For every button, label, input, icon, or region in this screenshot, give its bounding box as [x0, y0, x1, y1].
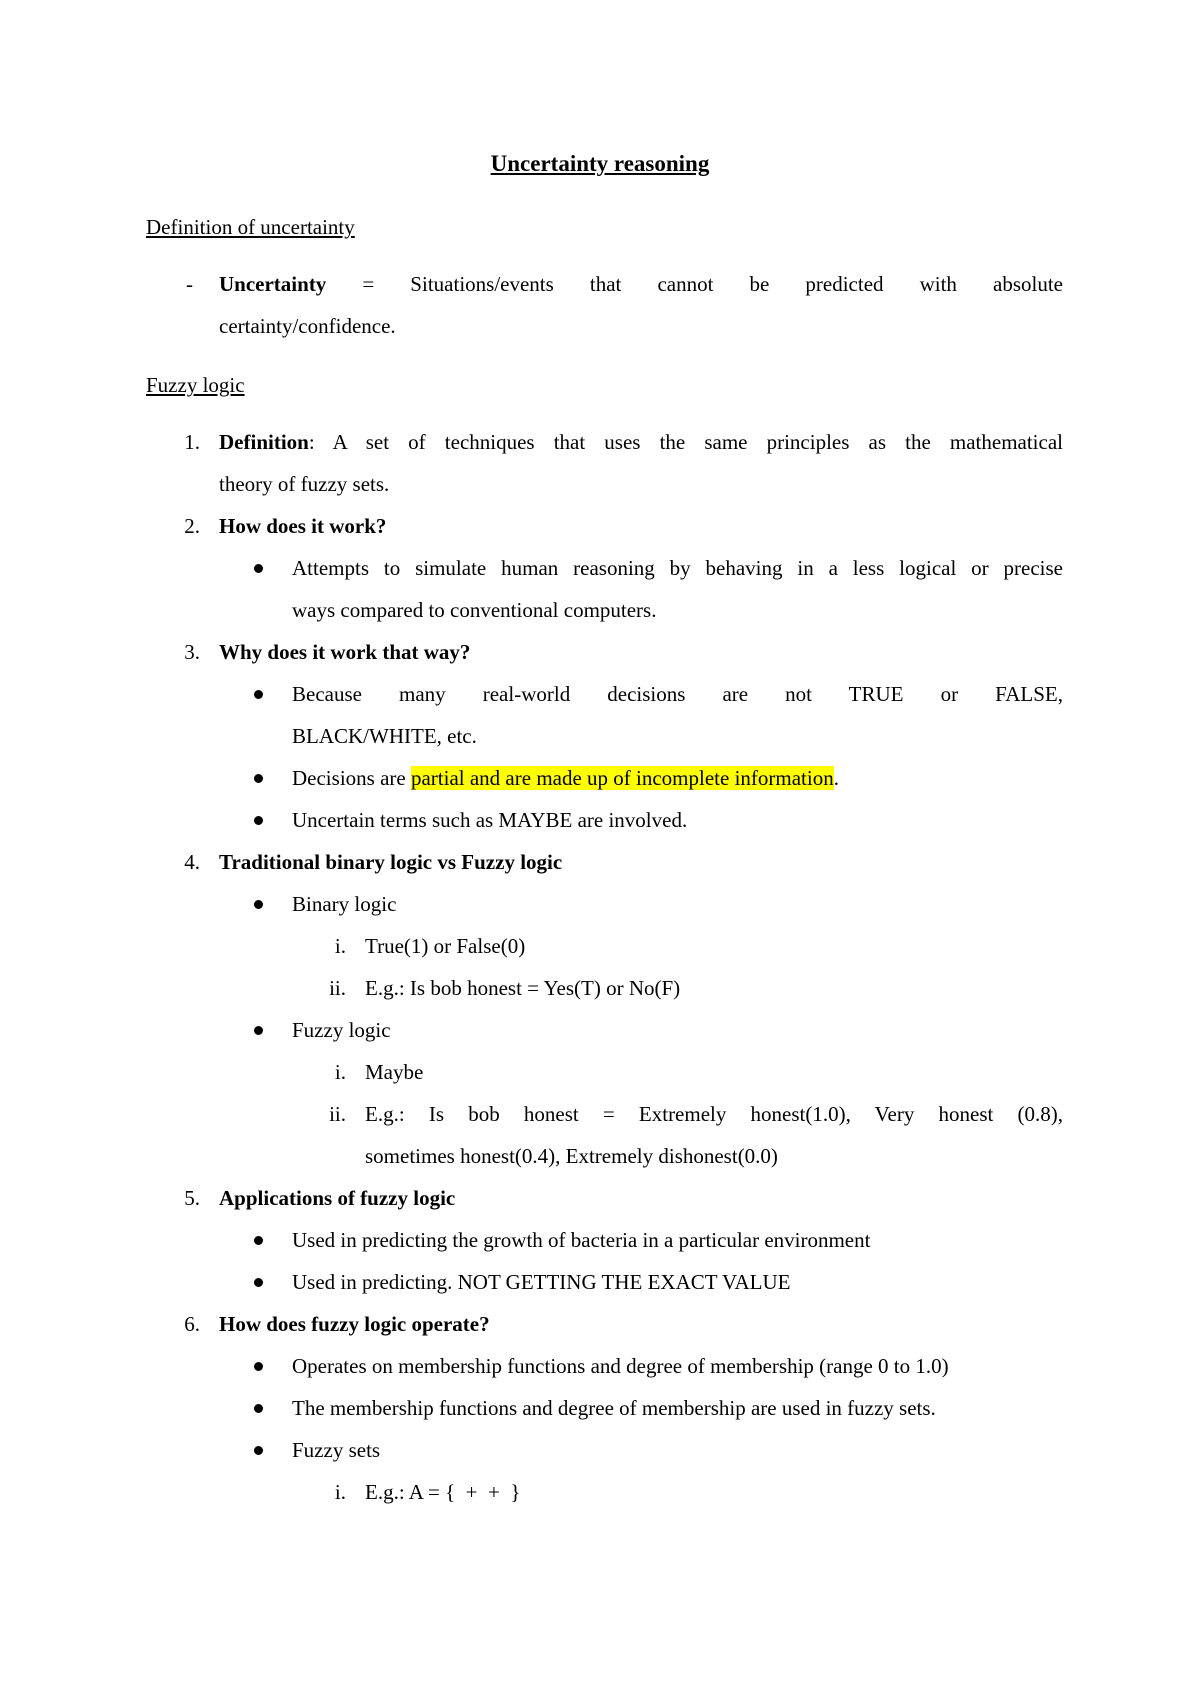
bullet-icon [254, 690, 263, 699]
sublist-text: E.g.: Is bob honest = Yes(T) or No(F) [365, 976, 681, 1000]
bullet-text-pre: Decisions are [292, 766, 411, 790]
bullet-icon [254, 1236, 263, 1245]
list-number: 2. [184, 514, 200, 538]
bullet-text: Uncertain terms such as MAYBE are involved. [292, 808, 688, 832]
item-heading: Why does it work that way? [219, 640, 471, 664]
bullet-text-post: . [833, 766, 839, 790]
sublist-number: i. [334, 934, 346, 958]
bullet-text: The membership functions and degree of membership are used in fuzzy sets. [292, 1396, 936, 1420]
sublist-text-continued: sometimes honest(0.4), Extremely dishonest(0.0) [365, 1144, 778, 1168]
item-text-continued: theory of fuzzy sets. [219, 472, 390, 496]
bullet-text [292, 757, 839, 799]
bullet-text: Attempts to simulate human reasoning by behaving in a less logical or precise [292, 556, 1063, 580]
bullet-icon [254, 564, 263, 573]
item-text: : A set of techniques that uses the same principles as the mathematical [308, 430, 1063, 454]
sublist-number: ii. [329, 1102, 346, 1126]
bullet-text: Binary logic [292, 892, 397, 916]
sublist-number: ii. [329, 976, 346, 1000]
bullet-icon [254, 1278, 263, 1287]
item-heading: Applications of fuzzy logic [219, 1186, 456, 1210]
sublist-text: E.g.: Is bob honest = Extremely honest(1.0), Very honest (0.8), [365, 1102, 1063, 1126]
bullet-text: Fuzzy sets [292, 1438, 381, 1462]
bullet-text: Operates on membership functions and degree of membership (range 0 to 1.0) [292, 1354, 949, 1378]
list-number: 4. [184, 850, 200, 874]
list-item-definition [219, 421, 1063, 463]
bullet-text: Used in predicting the growth of bacteria in a particular environment [292, 1228, 871, 1252]
bullet-text-continued: ways compared to conventional computers. [292, 598, 657, 622]
highlighted-text: partial and are made up of incomplete information [410, 766, 834, 790]
list-number: 5. [184, 1186, 200, 1210]
bullet-icon [254, 1362, 263, 1371]
sublist-text: True(1) or False(0) [365, 934, 526, 958]
bullet-text-continued: BLACK/WHITE, etc. [292, 724, 477, 748]
uncertainty-definition-line1 [219, 263, 1063, 305]
sublist-number: i. [334, 1480, 346, 1504]
uncertainty-definition-line2: certainty/confidence. [219, 314, 396, 338]
page-title: Uncertainty reasoning [490, 151, 710, 176]
bullet-icon [254, 1446, 263, 1455]
bullet-text: Used in predicting. NOT GETTING THE EXACT VALUE [292, 1270, 791, 1294]
bullet-icon [254, 774, 263, 783]
sublist-number: i. [334, 1060, 346, 1084]
item-heading: How does fuzzy logic operate? [219, 1312, 490, 1336]
bullet-icon [254, 816, 263, 825]
bullet-icon [254, 900, 263, 909]
item-heading: How does it work? [219, 514, 387, 538]
list-dash-marker: - [186, 272, 193, 296]
uncertainty-term: Uncertainty [219, 272, 327, 296]
list-number: 6. [184, 1312, 200, 1336]
sublist-text: Maybe [365, 1060, 424, 1084]
section-heading-fuzzy-logic: Fuzzy logic [146, 373, 245, 397]
item-heading: Traditional binary logic vs Fuzzy logic [219, 850, 563, 874]
section-heading-definition: Definition of uncertainty [146, 215, 355, 239]
bullet-icon [254, 1026, 263, 1035]
list-number: 3. [184, 640, 200, 664]
list-number: 1. [184, 430, 200, 454]
bullet-text: Fuzzy logic [292, 1018, 391, 1042]
sublist-text: E.g.: A = { + + } [365, 1480, 521, 1504]
bullet-text: Because many real-world decisions are not TRUE or FALSE, [292, 682, 1063, 706]
bullet-icon [254, 1404, 263, 1413]
item-heading: Definition [219, 430, 309, 454]
uncertainty-text: = Situations/events that cannot be predicted with absolute [362, 272, 1063, 296]
